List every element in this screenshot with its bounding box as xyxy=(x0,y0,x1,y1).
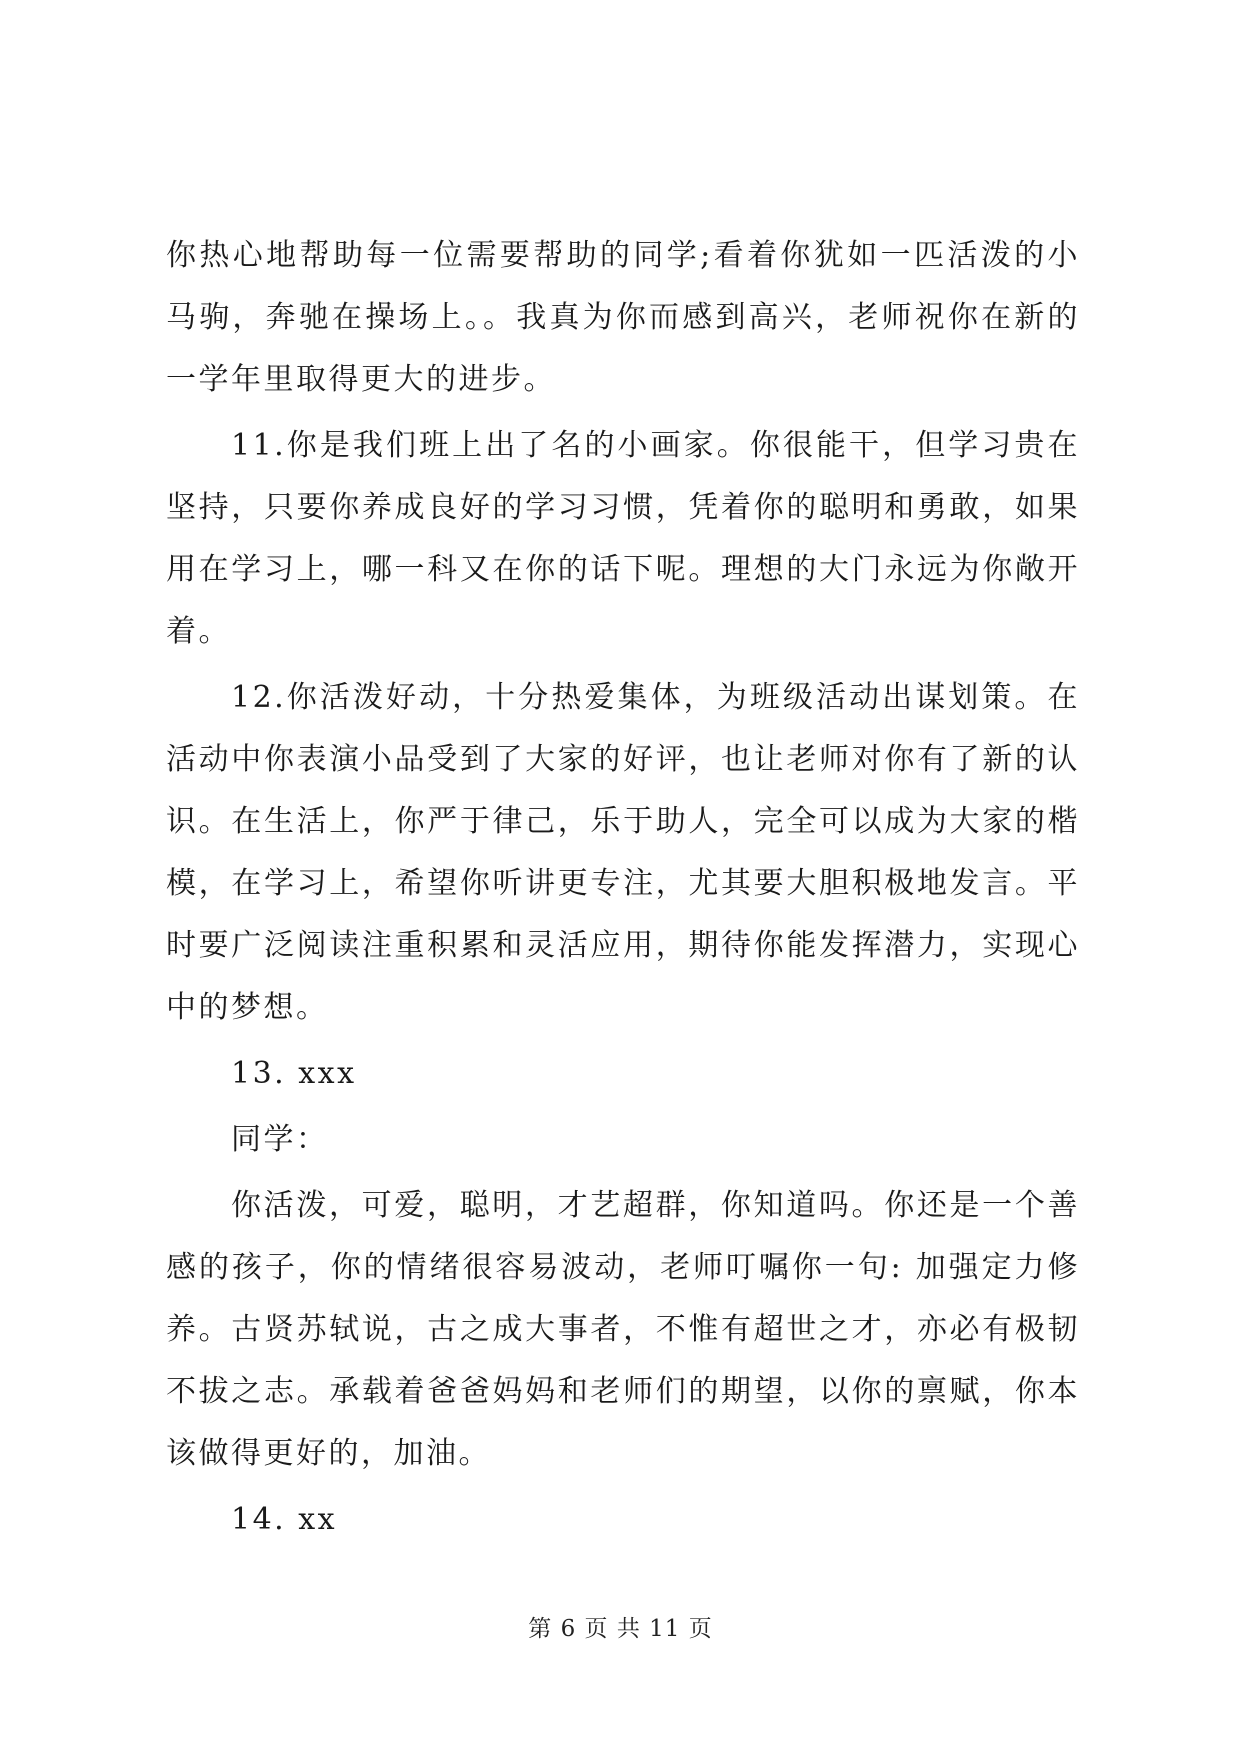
document-body xyxy=(166,225,1080,1555)
paragraph-item-11: 11.你是我们班上出了名的小画家。你很能干，但学习贵在坚持，只要你养成良好的学习习惯，凭着你的聪明和勇敢，如果用在学习上，哪一科又在你的话下呢。理想的大门永远为你敞开着。 xyxy=(166,428,1080,649)
paragraph-salutation: 同学： xyxy=(231,1122,329,1157)
paragraph-continuation: 你热心地帮助每一位需要帮助的同学;看着你犹如一匹活泼的小马驹，奔驰在操场上。。我真为你而感到高兴，老师祝你在新的一学年里取得更大的进步。 xyxy=(166,238,1080,397)
paragraph-item-13-heading: 13. xxx xyxy=(231,1056,357,1091)
paragraph-item-14-heading: 14. xx xyxy=(231,1502,338,1537)
paragraph-item-13-body: 你活泼，可爱，聪明，才艺超群，你知道吗。你还是一个善感的孩子，你的情绪很容易波动，老师叮嘱你一句: 加强定力修养。古贤苏轼说，古之成大事者，不惟有超世之才，亦必有极韧不拔之志。承载着爸爸妈妈和老师们的期望，以你的禀赋，你本该做得更好的，加油。 xyxy=(166,1188,1080,1471)
paragraph-item-12: 12.你活泼好动，十分热爱集体，为班级活动出谋划策。在活动中你表演小品受到了大家的好评，也让老师对你有了新的认识。在生活上，你严于律己，乐于助人，完全可以成为大家的楷模，在学习上，希望你听讲更专注，尤其要大胆积极地发言。平时要广泛阅读注重积累和灵活应用，期待你能发挥潜力，实现心中的梦想。 xyxy=(166,680,1080,1025)
page-number-footer: 第 6 页 共 11 页 xyxy=(528,1616,713,1642)
